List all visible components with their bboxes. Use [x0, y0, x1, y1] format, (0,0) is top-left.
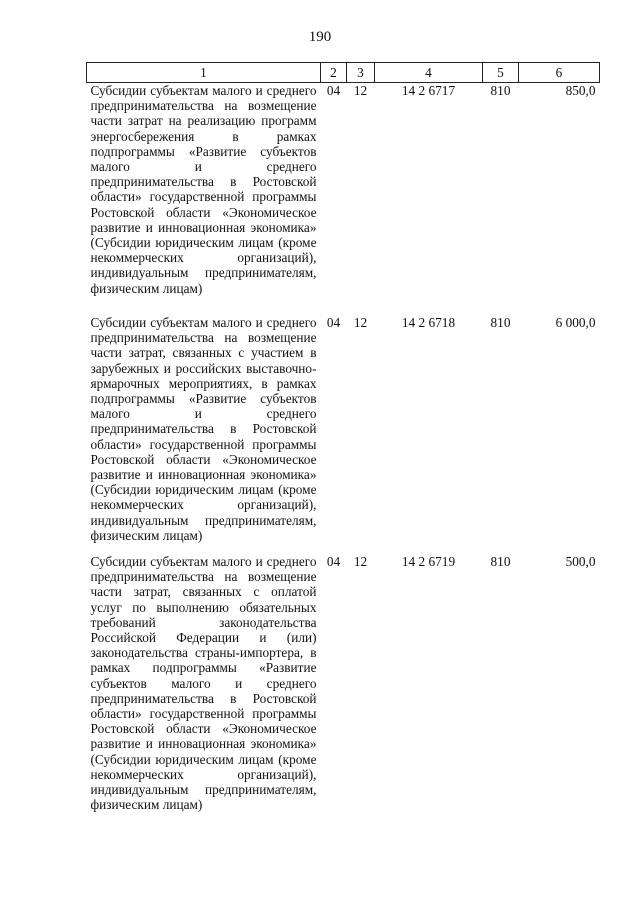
row-expense-type: 810 [490, 83, 511, 98]
row-expense-type: 810 [490, 554, 511, 569]
row-amount: 500,0 [565, 554, 596, 569]
row-target-article: 14 2 6717 [401, 83, 456, 98]
column-header-3: 3 [347, 63, 375, 83]
row-subsection-code: 12 [353, 83, 368, 98]
row-section-code: 04 [326, 83, 341, 98]
row-amount: 6 000,0 [555, 315, 596, 330]
column-header-2: 2 [321, 63, 347, 83]
column-header-6: 6 [519, 63, 600, 83]
page-number: 190 [308, 29, 332, 45]
budget-table [86, 62, 600, 814]
row-target-article: 14 2 6718 [401, 315, 456, 330]
row-description: Субсидии субъектам малого и среднего предпринимательства на возмещение части затрат, связанных с участием в зарубежных и российских выставочно-ярмарочных мероприятиях, в рамках подпрограммы «Развитие субъектов малого и среднего предпринимательства в Ростовской области» государственной программы Ростовской области «Экономическое развитие и инновационная экономика» (Субсидии юридическим лицам (кроме некоммерческих организаций), индивидуальным предпринимателям, физическим лицам) [90, 315, 317, 543]
table-row [87, 83, 600, 316]
table-header-row [87, 63, 600, 83]
row-description: Субсидии субъектам малого и среднего предпринимательства на возмещение части затрат на реализацию программ энергосбережения в рамках подпрограммы «Развитие субъектов малого и среднего предпринимательства в Ростовской области» государственной программы Ростовской области «Экономическое развитие и инновационная экономика» (Субсидии юридическим лицам (кроме некоммерческих организаций), индивидуальным предпринимателям, физическим лицам) [90, 83, 317, 296]
table-row [87, 315, 600, 554]
column-header-1: 1 [87, 63, 321, 83]
row-description: Субсидии субъектам малого и среднего предпринимательства на возмещение части затрат, связанных с оплатой услуг по выполнению обязательных требований законодательства Российской Федерации и (или) законодательства страны-импортера, в рамках подпрограммы «Развитие субъектов малого и среднего предпринимательства в Ростовской области» государственной программы Ростовской области «Экономическое развитие и инновационная экономика» (Субсидии юридическим лицам (кроме некоммерческих организаций), индивидуальным предпринимателям, физическим лицам) [90, 554, 317, 813]
row-target-article: 14 2 6719 [401, 554, 456, 569]
table-row [87, 554, 600, 814]
row-section-code: 04 [326, 315, 341, 330]
row-amount: 850,0 [565, 83, 596, 98]
row-section-code: 04 [326, 554, 341, 569]
row-subsection-code: 12 [353, 554, 368, 569]
row-expense-type: 810 [490, 315, 511, 330]
row-subsection-code: 12 [353, 315, 368, 330]
column-header-5: 5 [483, 63, 519, 83]
column-header-4: 4 [375, 63, 483, 83]
